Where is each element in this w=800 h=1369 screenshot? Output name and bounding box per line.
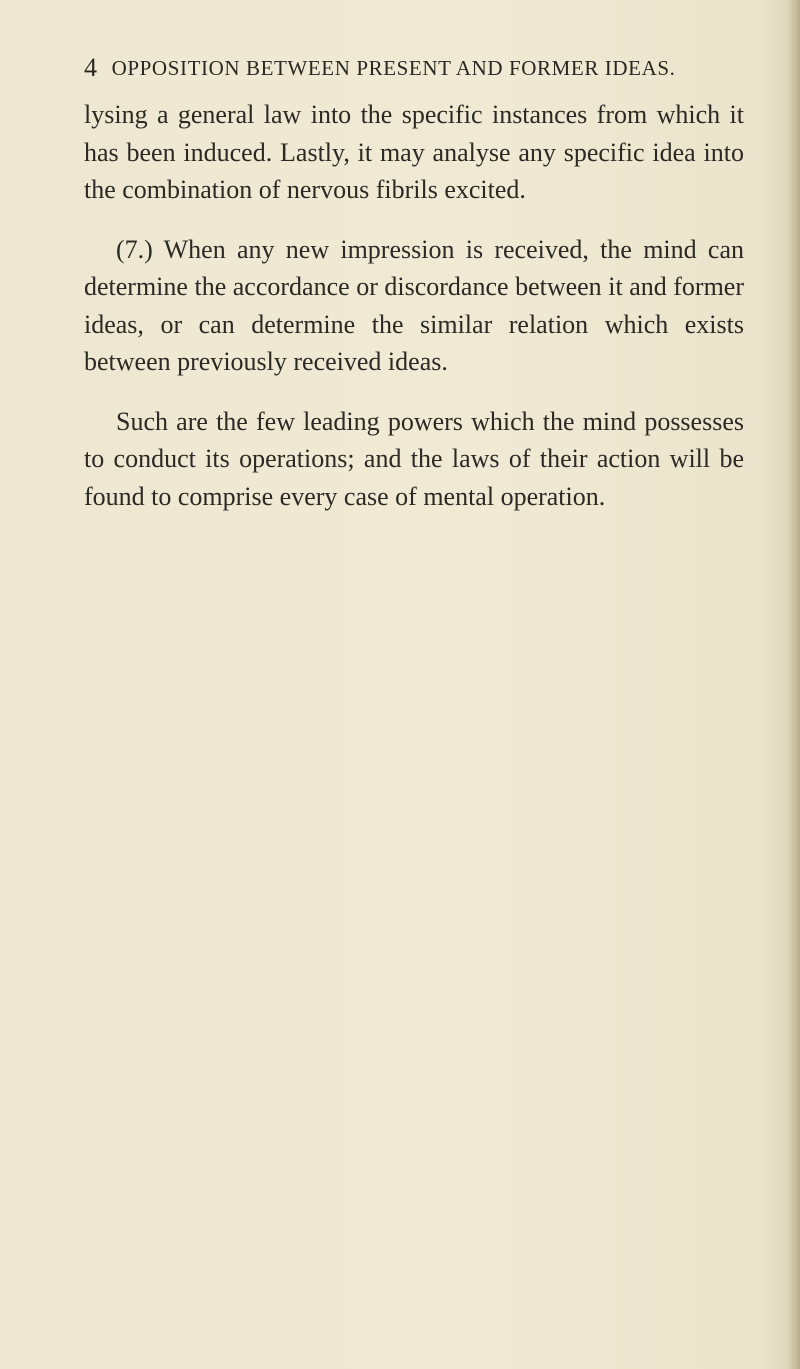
running-head <box>84 52 724 82</box>
paragraph-conclusion: Such are the few leading powers which the mind possesses to conduct its operations; and the laws of their action will be found to comprise every case of mental operation. <box>84 406 744 511</box>
page-edge <box>788 0 800 1369</box>
page-number: 4 <box>84 53 98 82</box>
running-title: OPPOSITION BETWEEN PRESENT AND FORMER IDEAS. <box>111 56 676 80</box>
paragraph-7: (7.) When any new impression is received, the mind can determine the accordance or discordance between it and former ideas, or can determine the similar relation which exists between previously received ideas. <box>84 234 744 376</box>
body-text <box>84 96 744 515</box>
paragraph-continuation: lysing a general law into the specific instances from which it has been induced. Lastly, it may analyse any specific idea into the combination of nervous fibrils excited. <box>84 100 744 204</box>
